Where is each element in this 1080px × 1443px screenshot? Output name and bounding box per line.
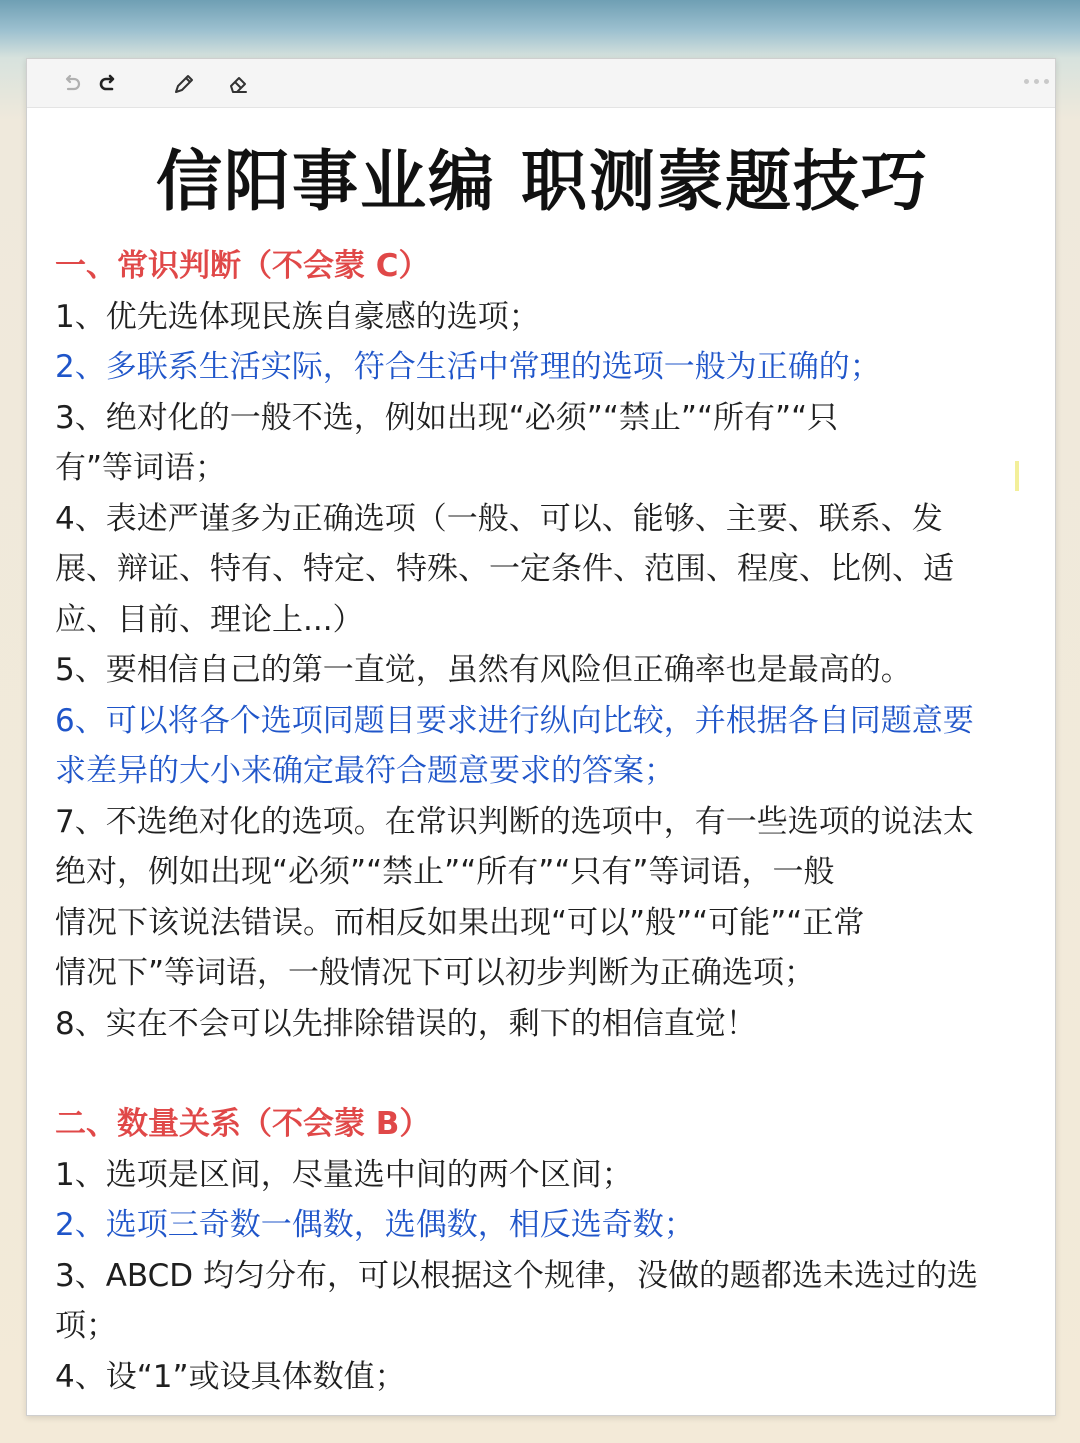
tip-line: 有”等词语； xyxy=(55,450,227,486)
more-icon[interactable] xyxy=(1024,79,1049,84)
tip-line: 绝对，例如出现“必须”“禁止”“所有”“只有”等词语，一般 xyxy=(55,854,835,890)
tip-line: 5、要相信自己的第一直觉，虽然有风险但正确率也是最高的。 xyxy=(55,652,912,688)
section-quantitative xyxy=(55,1099,1030,1402)
tip-line-highlight: 2、选项三奇数一偶数，选偶数，相反选奇数； xyxy=(55,1207,695,1243)
tip-line: 1、优先选体现民族自豪感的选项； xyxy=(55,298,540,335)
tip-line: 3、ABCD 均匀分布，可以根据这个规律，没做的题都选未选过的选 xyxy=(55,1257,979,1294)
note-window xyxy=(26,58,1056,1416)
highlight-mark xyxy=(1015,461,1019,491)
tip-line: 项； xyxy=(55,1308,117,1344)
tip-line: 展、辩证、特有、特定、特殊、一定条件、范围、程度、比例、适 xyxy=(55,551,954,587)
undo-icon[interactable] xyxy=(59,71,85,97)
tip-line: 4、表述严谨多为正确选项（一般、可以、能够、主要、联系、发 xyxy=(55,500,943,537)
section-heading: 一、常识判断（不会蒙 C） xyxy=(55,248,430,284)
eraser-icon[interactable] xyxy=(225,71,251,97)
tip-line: 1、选项是区间，尽量选中间的两个区间； xyxy=(55,1156,633,1193)
redo-icon[interactable] xyxy=(95,71,121,97)
section-gap xyxy=(55,1049,1030,1099)
tip-line-highlight: 6、可以将各个选项同题目要求进行纵向比较，并根据各自同题意要 xyxy=(55,702,974,739)
tip-line: 情况下”等词语，一般情况下可以初步判断为正确选项； xyxy=(55,955,816,991)
page-title: 信阳事业编 职测蒙题技巧 xyxy=(156,143,929,220)
tip-line-highlight: 求差异的大小来确定最符合题意要求的答案； xyxy=(55,753,675,789)
tip-line-highlight: 2、多联系生活实际，符合生活中常理的选项一般为正确的； xyxy=(55,349,881,385)
tip-line: 8、实在不会可以先排除错误的，剩下的相信直觉！ xyxy=(55,1005,757,1042)
pen-icon[interactable] xyxy=(171,71,197,97)
toolbar xyxy=(27,59,1055,108)
section-general-knowledge xyxy=(55,241,1030,1049)
tip-line: 应、目前、理论上...） xyxy=(55,601,364,638)
section-heading: 二、数量关系（不会蒙 B） xyxy=(55,1106,431,1142)
tip-line: 4、设“1”或设具体数值； xyxy=(55,1358,406,1395)
tip-line: 3、绝对化的一般不选，例如出现“必须”“禁止”“所有”“只 xyxy=(55,399,839,436)
tip-line: 情况下该说法错误。而相反如果出现“可以”般”“可能”“正常 xyxy=(55,904,865,941)
tip-line: 7、不选绝对化的选项。在常识判断的选项中，有一些选项的说法太 xyxy=(55,803,974,840)
note-content xyxy=(55,137,1030,1402)
